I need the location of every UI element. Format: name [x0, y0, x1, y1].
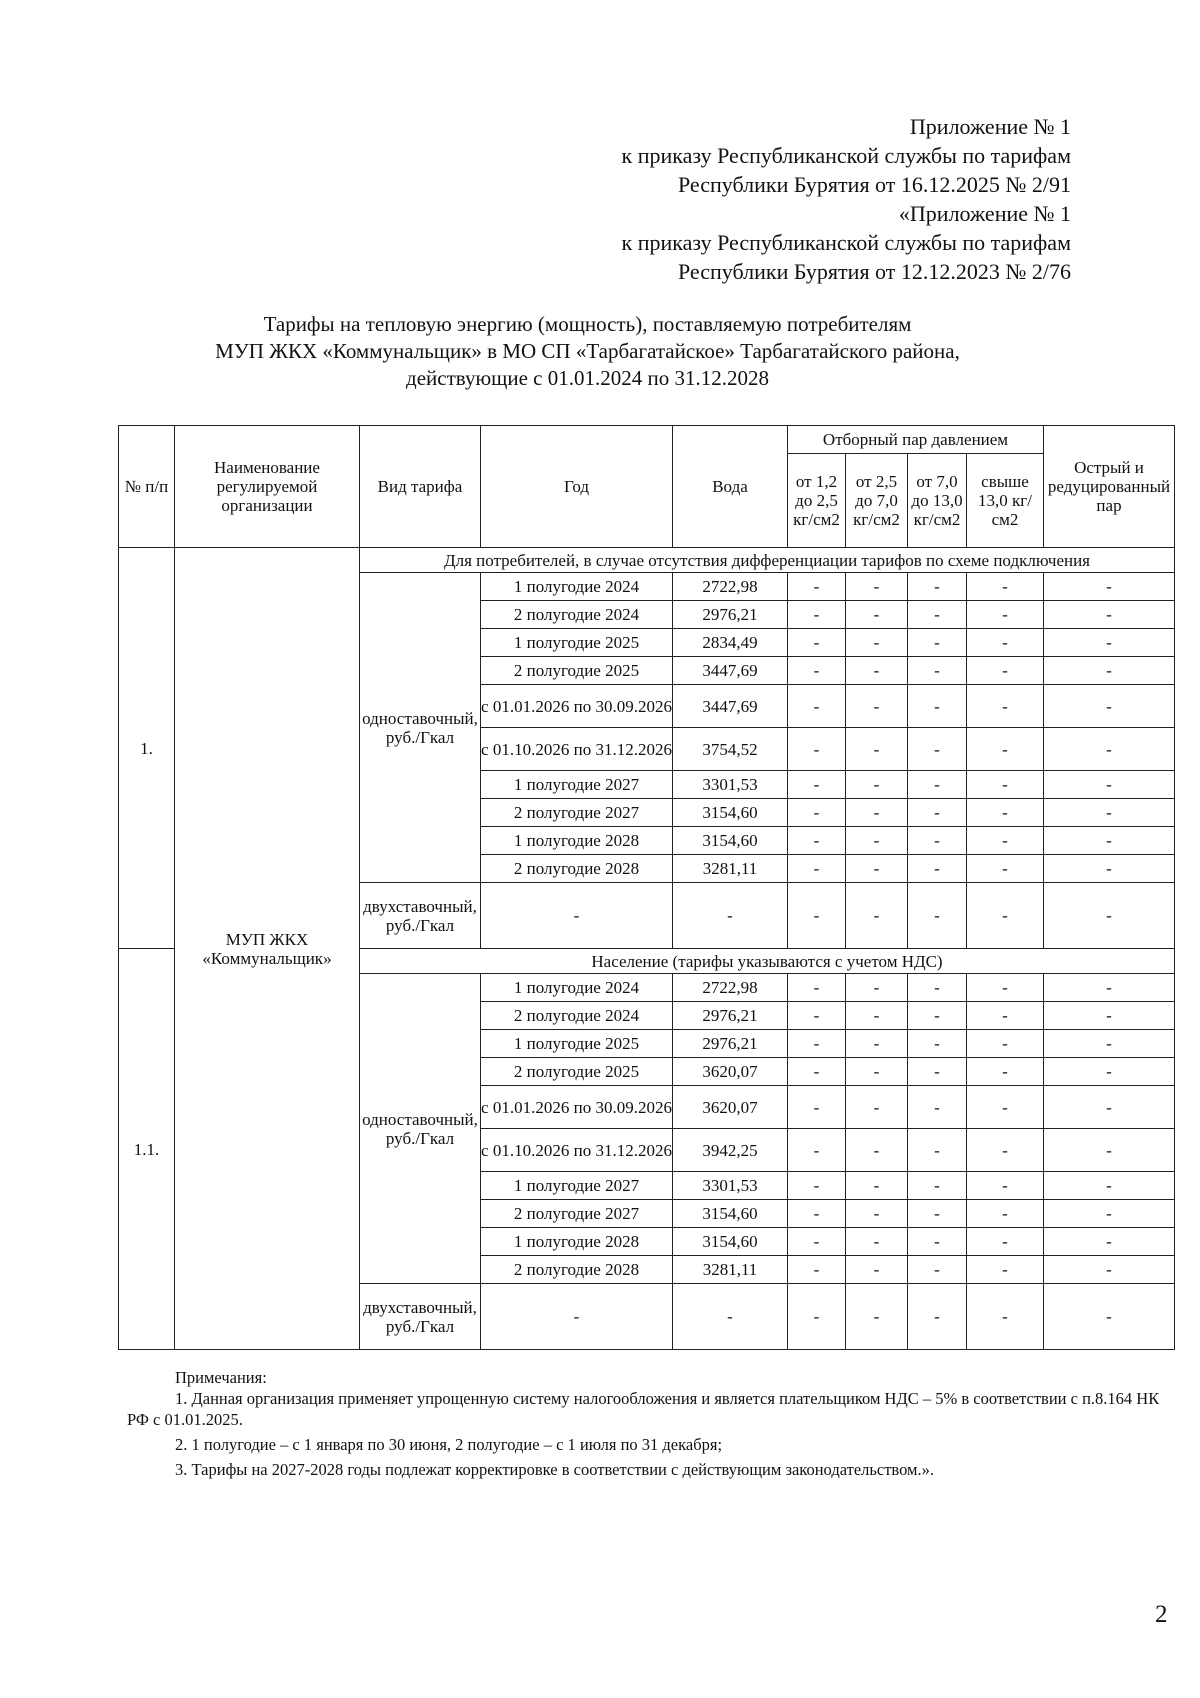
- page-number: 2: [1155, 1601, 1168, 1628]
- period-cell: 2 полугодие 2024: [481, 601, 673, 629]
- dash-cell: -: [908, 883, 967, 949]
- dash-cell: -: [967, 827, 1044, 855]
- dash-cell: -: [846, 601, 908, 629]
- notes-block: [127, 1367, 1177, 1480]
- dash-cell: -: [967, 629, 1044, 657]
- period-cell: с 01.10.2026 по 31.12.2026: [481, 728, 673, 771]
- dash-cell: -: [481, 883, 673, 949]
- header-organization: Наименование регулируемой организации: [175, 426, 360, 548]
- header-steam-4: свыше 13,0 кг/см2: [967, 454, 1044, 548]
- dash-cell: -: [846, 883, 908, 949]
- dash-cell: -: [908, 974, 967, 1002]
- dash-cell: -: [1044, 1284, 1175, 1350]
- section-row: [119, 548, 1175, 573]
- section-title: Для потребителей, в случае отсутствия дифференциации тарифов по схеме подключения: [360, 548, 1175, 573]
- dash-cell: -: [967, 1200, 1044, 1228]
- tariff-type-two-rate: двухставочный, руб./Гкал: [360, 883, 481, 949]
- tariff-table: [118, 425, 1175, 1350]
- period-cell: 1 полугодие 2024: [481, 974, 673, 1002]
- dash-cell: -: [908, 573, 967, 601]
- dash-cell: -: [788, 799, 846, 827]
- dash-cell: -: [967, 601, 1044, 629]
- water-value: 3447,69: [673, 657, 788, 685]
- dash-cell: -: [1044, 1086, 1175, 1129]
- dash-cell: -: [788, 771, 846, 799]
- tariff-type-single-rate: одноставочный, руб./Гкал: [360, 974, 481, 1284]
- dash-cell: -: [908, 1058, 967, 1086]
- row-number: 1.1.: [119, 949, 175, 1350]
- dash-cell: -: [908, 1002, 967, 1030]
- water-value: 2722,98: [673, 974, 788, 1002]
- dash-cell: -: [967, 1030, 1044, 1058]
- dash-cell: -: [967, 771, 1044, 799]
- period-cell: с 01.01.2026 по 30.09.2026: [481, 1086, 673, 1129]
- period-cell: 2 полугодие 2028: [481, 855, 673, 883]
- dash-cell: -: [908, 1086, 967, 1129]
- dash-cell: -: [788, 855, 846, 883]
- period-cell: 2 полугодие 2025: [481, 1058, 673, 1086]
- title-line: действующие с 01.01.2024 по 31.12.2028: [406, 366, 769, 390]
- header-line: к приказу Республиканской службы по тарифам: [621, 230, 1071, 255]
- period-cell: 1 полугодие 2025: [481, 629, 673, 657]
- dash-cell: -: [788, 974, 846, 1002]
- dash-cell: -: [908, 1200, 967, 1228]
- header-line: Республики Бурятия от 16.12.2025 № 2/91: [677, 172, 1071, 197]
- dash-cell: -: [967, 1002, 1044, 1030]
- dash-cell: -: [788, 1129, 846, 1172]
- dash-cell: -: [846, 728, 908, 771]
- water-value: 3154,60: [673, 827, 788, 855]
- dash-cell: -: [967, 728, 1044, 771]
- dash-cell: -: [908, 629, 967, 657]
- dash-cell: -: [1044, 827, 1175, 855]
- dash-cell: -: [967, 974, 1044, 1002]
- dash-cell: -: [908, 1030, 967, 1058]
- dash-cell: -: [788, 685, 846, 728]
- dash-cell: -: [1044, 601, 1175, 629]
- header-num: № п/п: [119, 426, 175, 548]
- period-cell: с 01.01.2026 по 30.09.2026: [481, 685, 673, 728]
- water-value: 3447,69: [673, 685, 788, 728]
- dash-cell: -: [908, 657, 967, 685]
- header-sharp-steam: Острый и редуцированный пар: [1044, 426, 1175, 548]
- dash-cell: -: [967, 799, 1044, 827]
- water-value: 3154,60: [673, 1200, 788, 1228]
- dash-cell: -: [846, 799, 908, 827]
- dash-cell: -: [846, 1228, 908, 1256]
- dash-cell: -: [788, 1284, 846, 1350]
- dash-cell: -: [1044, 573, 1175, 601]
- dash-cell: -: [788, 883, 846, 949]
- period-cell: 1 полугодие 2028: [481, 1228, 673, 1256]
- dash-cell: -: [788, 1228, 846, 1256]
- header-steam-1: от 1,2 до 2,5 кг/см2: [788, 454, 846, 548]
- note-item: 1. Данная организация применяет упрощенную систему налогообложения и является плательщиком НДС – 5% в соответствии с п.8.164 НК РФ с 01.01.2025.: [127, 1389, 1160, 1429]
- water-value: 2976,21: [673, 1030, 788, 1058]
- dash-cell: -: [1044, 771, 1175, 799]
- period-cell: 2 полугодие 2024: [481, 1002, 673, 1030]
- dash-cell: -: [1044, 1058, 1175, 1086]
- water-value: 2976,21: [673, 601, 788, 629]
- dash-cell: -: [1044, 974, 1175, 1002]
- header-line: «Приложение № 1: [898, 201, 1071, 226]
- dash-cell: -: [967, 1284, 1044, 1350]
- dash-cell: -: [967, 1129, 1044, 1172]
- dash-cell: -: [788, 1030, 846, 1058]
- dash-cell: -: [788, 573, 846, 601]
- dash-cell: -: [1044, 657, 1175, 685]
- dash-cell: -: [846, 1002, 908, 1030]
- dash-cell: -: [1044, 629, 1175, 657]
- dash-cell: -: [967, 1058, 1044, 1086]
- tariff-type-two-rate: двухставочный, руб./Гкал: [360, 1284, 481, 1350]
- dash-cell: -: [846, 573, 908, 601]
- dash-cell: -: [788, 827, 846, 855]
- dash-cell: -: [1044, 1256, 1175, 1284]
- dash-cell: -: [1044, 855, 1175, 883]
- dash-cell: -: [788, 1086, 846, 1129]
- dash-cell: -: [1044, 685, 1175, 728]
- dash-cell: -: [967, 1228, 1044, 1256]
- dash-cell: -: [967, 1256, 1044, 1284]
- period-cell: 1 полугодие 2025: [481, 1030, 673, 1058]
- dash-cell: -: [846, 1172, 908, 1200]
- dash-cell: -: [908, 1172, 967, 1200]
- dash-cell: -: [967, 685, 1044, 728]
- dash-cell: -: [1044, 1200, 1175, 1228]
- dash-cell: -: [846, 685, 908, 728]
- dash-cell: -: [788, 1058, 846, 1086]
- header-line: к приказу Республиканской службы по тарифам: [621, 143, 1071, 168]
- dash-cell: -: [788, 1200, 846, 1228]
- header-tariff-type: Вид тарифа: [360, 426, 481, 548]
- header-year: Год: [481, 426, 673, 548]
- dash-cell: -: [846, 1129, 908, 1172]
- dash-cell: -: [846, 827, 908, 855]
- dash-cell: -: [1044, 1030, 1175, 1058]
- header-steam-group: Отборный пар давлением: [788, 426, 1044, 454]
- water-value: 3620,07: [673, 1086, 788, 1129]
- dash-cell: -: [967, 657, 1044, 685]
- dash-cell: -: [1044, 883, 1175, 949]
- dash-cell: -: [967, 1086, 1044, 1129]
- header-line: Республики Бурятия от 12.12.2023 № 2/76: [677, 259, 1071, 284]
- header-line: Приложение № 1: [909, 114, 1071, 139]
- dash-cell: -: [788, 728, 846, 771]
- dash-cell: -: [967, 1172, 1044, 1200]
- dash-cell: -: [908, 1129, 967, 1172]
- dash-cell: -: [846, 771, 908, 799]
- dash-cell: -: [846, 657, 908, 685]
- section-title: Население (тарифы указываются с учетом НДС): [360, 949, 1175, 974]
- dash-cell: -: [673, 883, 788, 949]
- water-value: 3754,52: [673, 728, 788, 771]
- water-value: 3154,60: [673, 1228, 788, 1256]
- title-line: Тарифы на тепловую энергию (мощность), поставляемую потребителям: [263, 312, 912, 336]
- period-cell: 2 полугодие 2028: [481, 1256, 673, 1284]
- dash-cell: -: [788, 629, 846, 657]
- header-steam-3: от 7,0 до 13,0 кг/см2: [908, 454, 967, 548]
- dash-cell: -: [1044, 728, 1175, 771]
- water-value: 3301,53: [673, 1172, 788, 1200]
- dash-cell: -: [846, 1256, 908, 1284]
- dash-cell: -: [846, 629, 908, 657]
- period-cell: 2 полугодие 2025: [481, 657, 673, 685]
- dash-cell: -: [846, 1200, 908, 1228]
- dash-cell: -: [788, 601, 846, 629]
- note-item: 3. Тарифы на 2027-2028 годы подлежат корректировке в соответствии с действующим законодательством.».: [175, 1460, 934, 1479]
- notes-heading: Примечания:: [175, 1368, 267, 1387]
- dash-cell: -: [908, 601, 967, 629]
- period-cell: 1 полугодие 2027: [481, 1172, 673, 1200]
- dash-cell: -: [908, 728, 967, 771]
- dash-cell: -: [788, 657, 846, 685]
- dash-cell: -: [908, 1284, 967, 1350]
- water-value: 3281,11: [673, 1256, 788, 1284]
- period-cell: с 01.10.2026 по 31.12.2026: [481, 1129, 673, 1172]
- period-cell: 2 полугодие 2027: [481, 799, 673, 827]
- dash-cell: -: [846, 1086, 908, 1129]
- dash-cell: -: [908, 1228, 967, 1256]
- dash-cell: -: [788, 1256, 846, 1284]
- note-item: 2. 1 полугодие – с 1 января по 30 июня, 2 полугодие – с 1 июля по 31 декабря;: [175, 1435, 723, 1454]
- dash-cell: -: [908, 799, 967, 827]
- dash-cell: -: [908, 827, 967, 855]
- header-steam-2: от 2,5 до 7,0 кг/см2: [846, 454, 908, 548]
- period-cell: 1 полугодие 2028: [481, 827, 673, 855]
- dash-cell: -: [788, 1002, 846, 1030]
- dash-cell: -: [908, 855, 967, 883]
- dash-cell: -: [788, 1172, 846, 1200]
- dash-cell: -: [908, 685, 967, 728]
- water-value: 2722,98: [673, 573, 788, 601]
- tariff-type-single-rate: одноставочный, руб./Гкал: [360, 573, 481, 883]
- period-cell: 1 полугодие 2024: [481, 573, 673, 601]
- row-number: 1.: [119, 548, 175, 949]
- water-value: 3620,07: [673, 1058, 788, 1086]
- dash-cell: -: [1044, 1172, 1175, 1200]
- dash-cell: -: [908, 1256, 967, 1284]
- dash-cell: -: [1044, 1129, 1175, 1172]
- period-cell: 1 полугодие 2027: [481, 771, 673, 799]
- dash-cell: -: [846, 1284, 908, 1350]
- dash-cell: -: [967, 573, 1044, 601]
- header-water: Вода: [673, 426, 788, 548]
- dash-cell: -: [1044, 1228, 1175, 1256]
- dash-cell: -: [673, 1284, 788, 1350]
- water-value: 3301,53: [673, 771, 788, 799]
- dash-cell: -: [846, 1030, 908, 1058]
- dash-cell: -: [908, 771, 967, 799]
- dash-cell: -: [481, 1284, 673, 1350]
- period-cell: 2 полугодие 2027: [481, 1200, 673, 1228]
- document-title: [120, 311, 1055, 392]
- water-value: 2834,49: [673, 629, 788, 657]
- dash-cell: -: [846, 1058, 908, 1086]
- dash-cell: -: [1044, 1002, 1175, 1030]
- water-value: 2976,21: [673, 1002, 788, 1030]
- dash-cell: -: [967, 855, 1044, 883]
- organization-name: МУП ЖКХ «Коммунальщик»: [175, 548, 360, 1350]
- dash-cell: -: [846, 974, 908, 1002]
- dash-cell: -: [846, 855, 908, 883]
- dash-cell: -: [967, 883, 1044, 949]
- water-value: 3154,60: [673, 799, 788, 827]
- water-value: 3942,25: [673, 1129, 788, 1172]
- title-line: МУП ЖКХ «Коммунальщик» в МО СП «Тарбагатайское» Тарбагатайского района,: [215, 339, 960, 363]
- dash-cell: -: [1044, 799, 1175, 827]
- water-value: 3281,11: [673, 855, 788, 883]
